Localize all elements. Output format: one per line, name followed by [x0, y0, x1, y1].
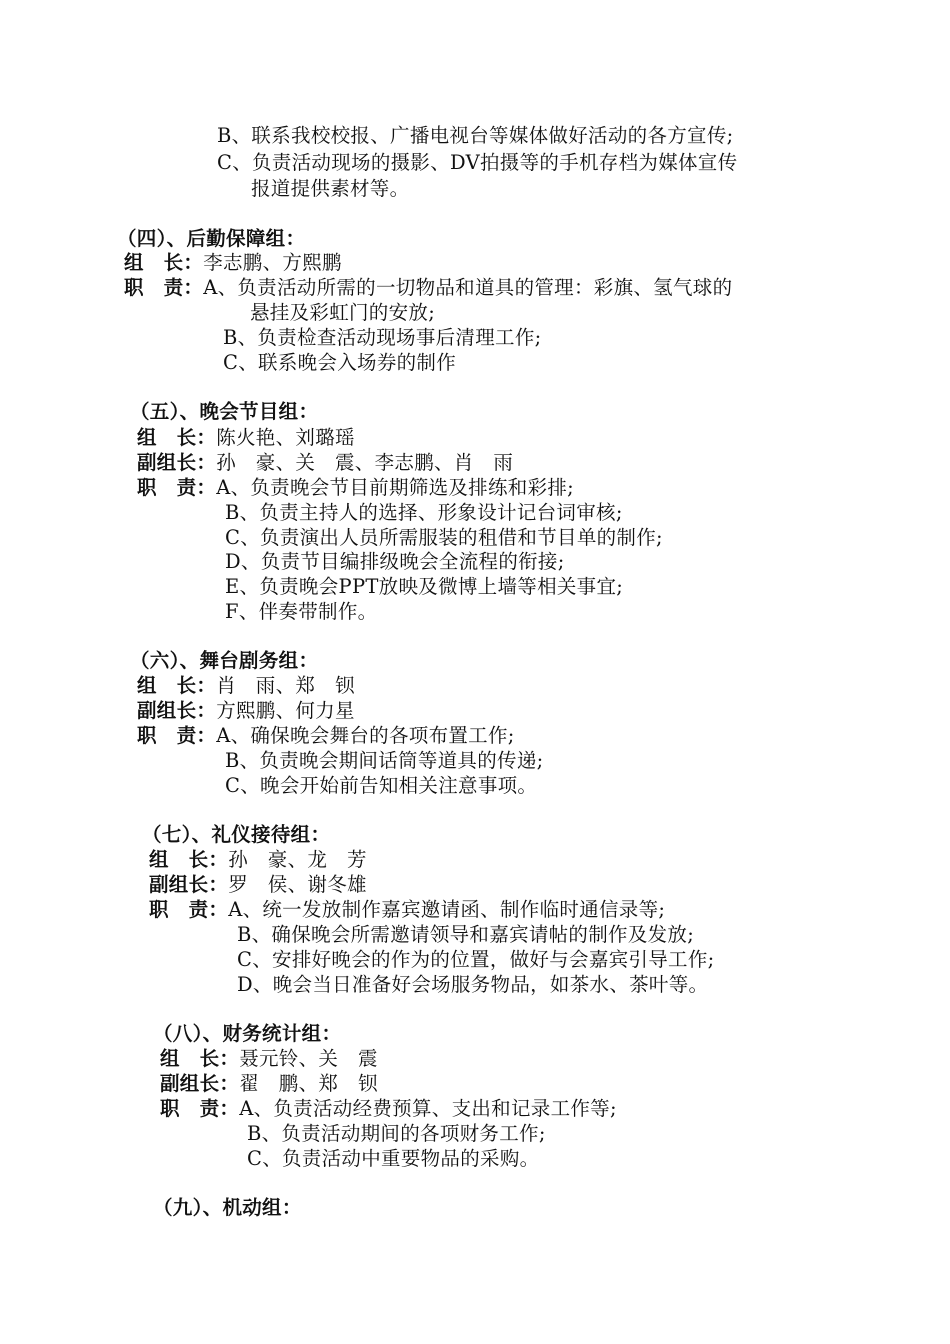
duty-label: 职 责：: [149, 898, 229, 921]
deputy-value: 翟 鹏、郑 钡: [239, 1072, 378, 1095]
sec7-duty-a: A、统一发放制作嘉宾邀请函、制作临时通信录等;: [228, 898, 666, 921]
sec8-deputy-row: [160, 1072, 378, 1096]
sec5-duty-row: [137, 476, 574, 500]
leader-label: 组 长：: [137, 674, 217, 697]
sec3-duty-c-line2: 报道提供素材等。: [251, 177, 410, 200]
leader-value: 陈火艳、刘璐瑶: [216, 426, 355, 449]
sec5-duty-e: E、负责晚会PPT放映及微博上墙等相关事宜;: [225, 575, 624, 598]
sec3-duty-c-line1: C、负责活动现场的摄影、DV拍摄等的手机存档为媒体宣传: [217, 151, 738, 174]
sec7-duty-b: B、确保晚会所需邀请领导和嘉宾请帖的制作及发放;: [237, 923, 695, 946]
sec5-heading: （五）、晚会节目组：: [130, 400, 319, 423]
sec4-duty-a-line1: A、负责活动所需的一切物品和道具的管理：彩旗、氢气球的: [203, 276, 733, 299]
sec6-heading: （六）、舞台剧务组：: [130, 649, 319, 672]
sec7-duty-c: C、安排好晚会的作为的位置，做好与会嘉宾引导工作;: [237, 948, 715, 971]
sec7-heading: （七）、礼仪接待组：: [142, 823, 331, 846]
deputy-label: 副组长：: [160, 1072, 240, 1095]
sec3-duty-b: B、联系我校校报、广播电视台等媒体做好活动的各方宣传;: [217, 124, 734, 147]
sec5-duty-a: A、负责晚会节目前期筛选及排练和彩排;: [216, 476, 575, 499]
sec4-duty-row: [124, 276, 732, 300]
deputy-value: 方熙鹏、何力星: [216, 699, 355, 722]
sec5-leader-row: [137, 426, 355, 450]
sec8-duty-c: C、负责活动中重要物品的采购。: [247, 1147, 540, 1170]
sec7-duty-row: [149, 898, 665, 922]
leader-label: 组 长：: [149, 848, 229, 871]
sec4-leader-row: [124, 251, 342, 275]
deputy-label: 副组长：: [137, 451, 217, 474]
sec8-duty-a: A、负责活动经费预算、支出和记录工作等;: [239, 1097, 617, 1120]
leader-value: 李志鹏、方熙鹏: [203, 251, 342, 274]
sec9-heading: （九）、机动组：: [153, 1196, 302, 1219]
sec4-duty-a-line2: 悬挂及彩虹门的安放;: [250, 301, 436, 324]
sec8-duty-row: [160, 1097, 617, 1121]
leader-value: 聂元铃、关 震: [239, 1047, 378, 1070]
sec5-duty-c: C、负责演出人员所需服装的租借和节目单的制作;: [225, 526, 663, 549]
leader-value: 孙 豪、龙 芳: [228, 848, 367, 871]
sec7-leader-row: [149, 848, 367, 872]
sec4-heading: （四）、后勤保障组：: [117, 227, 306, 250]
duty-label: 职 责：: [137, 476, 217, 499]
sec6-duty-row: [137, 724, 515, 748]
sec7-deputy-row: [149, 873, 367, 897]
leader-label: 组 长：: [137, 426, 217, 449]
deputy-value: 罗 侯、谢冬雄: [228, 873, 367, 896]
leader-label: 组 长：: [124, 251, 204, 274]
sec4-duty-c: C、联系晚会入场券的制作: [223, 351, 457, 374]
duty-label: 职 责：: [137, 724, 217, 747]
sec8-leader-row: [160, 1047, 378, 1071]
duty-label: 职 责：: [124, 276, 204, 299]
deputy-value: 孙 豪、关 震、李志鹏、肖 雨: [216, 451, 514, 474]
duty-label: 职 责：: [160, 1097, 240, 1120]
deputy-label: 副组长：: [137, 699, 217, 722]
sec5-duty-b: B、负责主持人的选择、形象设计记台词审核;: [225, 501, 623, 524]
sec5-deputy-row: [137, 451, 513, 475]
sec6-duty-b: B、负责晚会期间话筒等道具的传递;: [225, 749, 544, 772]
sec8-heading: （八）、财务统计组：: [153, 1022, 342, 1045]
leader-value: 肖 雨、郑 钡: [216, 674, 355, 697]
sec6-duty-c: C、晚会开始前告知相关注意事项。: [225, 774, 538, 797]
deputy-label: 副组长：: [149, 873, 229, 896]
sec5-duty-d: D、负责节目编排级晚会全流程的衔接;: [225, 550, 565, 573]
sec6-leader-row: [137, 674, 355, 698]
sec4-duty-b: B、负责检查活动现场事后清理工作;: [223, 326, 542, 349]
leader-label: 组 长：: [160, 1047, 240, 1070]
sec5-duty-f: F、伴奏带制作。: [225, 600, 378, 623]
sec8-duty-b: B、负责活动期间的各项财务工作;: [247, 1122, 546, 1145]
sec7-duty-d: D、晚会当日准备好会场服务物品，如茶水、茶叶等。: [237, 973, 709, 996]
sec6-deputy-row: [137, 699, 355, 723]
sec6-duty-a: A、确保晚会舞台的各项布置工作;: [216, 724, 515, 747]
